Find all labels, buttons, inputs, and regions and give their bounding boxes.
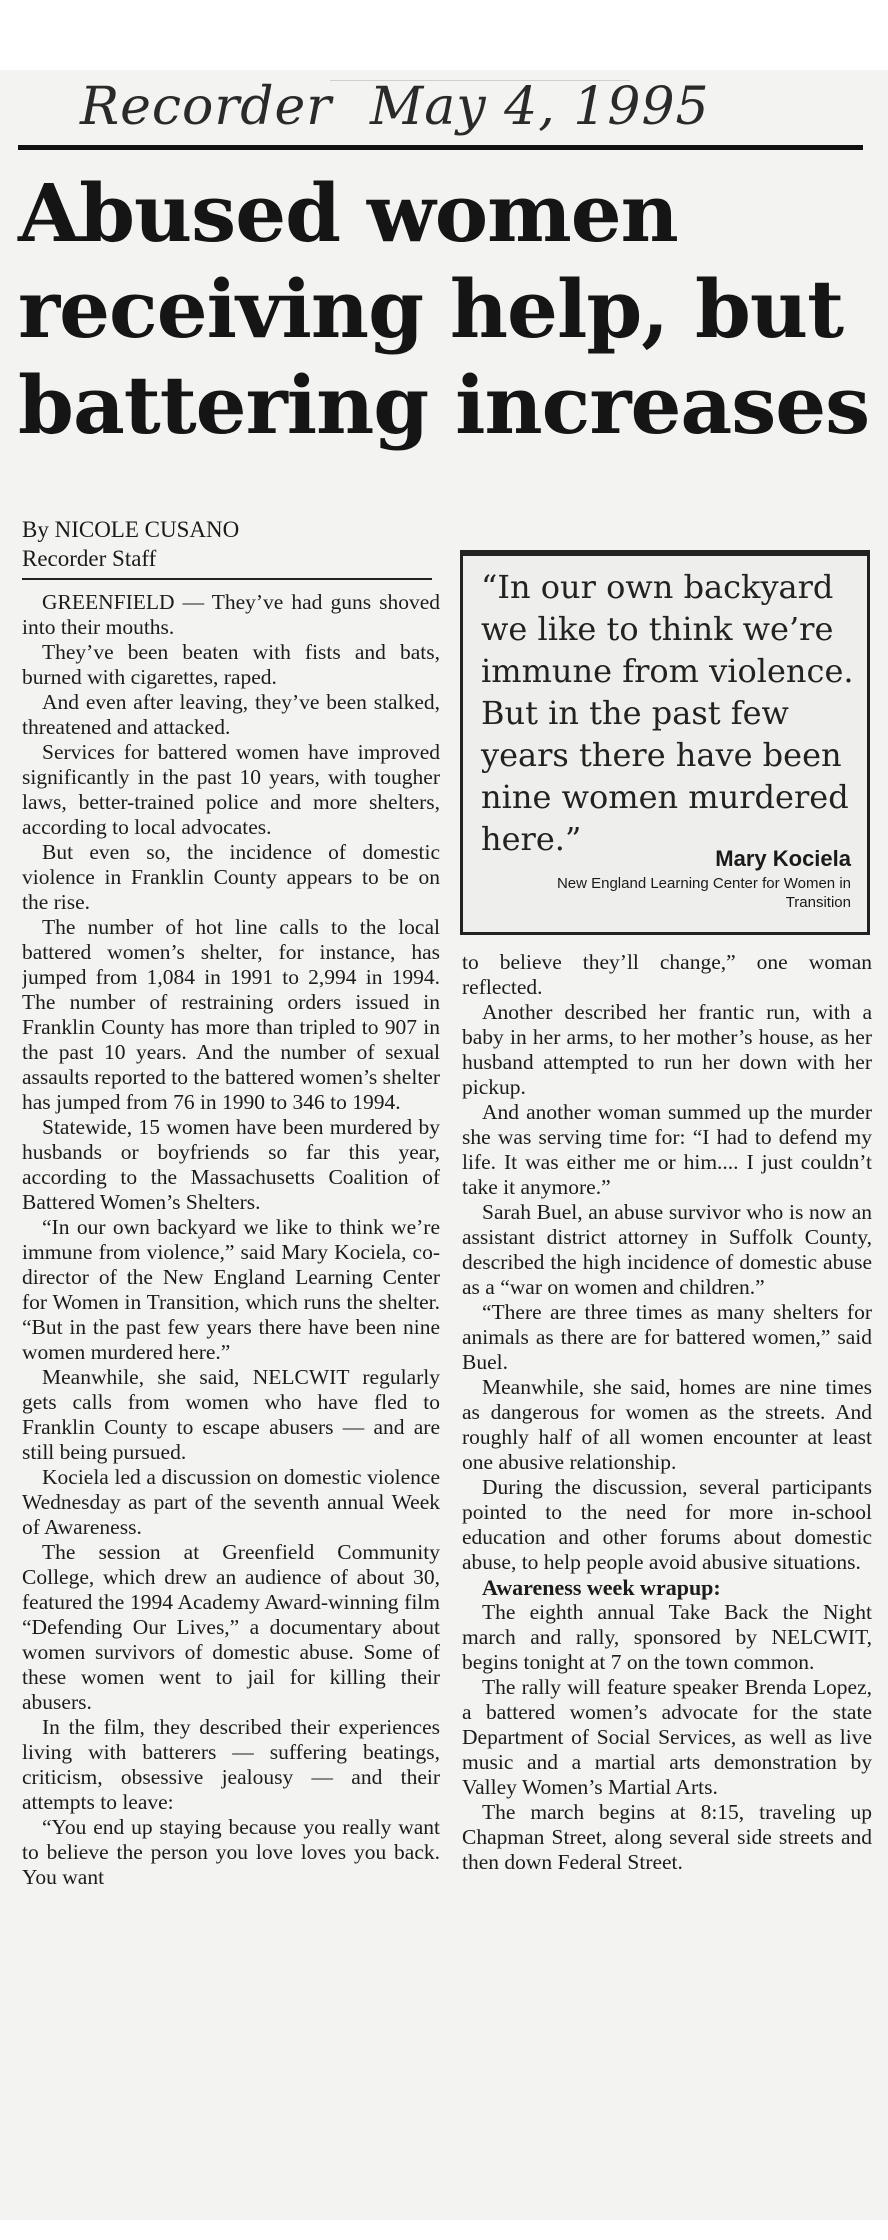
article-paragraph: Meanwhile, she said, homes are nine times as dangerous for women as the streets. And roughly half of all women encounter at least one abusive relationship. <box>462 1375 872 1474</box>
top-rule <box>18 145 863 150</box>
byline <box>22 515 432 573</box>
article-paragraph: But even so, the incidence of domestic violence in Franklin County appears to be on the rise. <box>22 840 440 914</box>
article-paragraph: Sarah Buel, an abuse survivor who is now an assistant district attorney in Suffolk County, described the high incidence of domestic abuse as a “war on women and children.” <box>462 1200 872 1299</box>
headline <box>18 165 868 453</box>
article-paragraph: “You end up staying because you really want to believe the person you love loves you back. You want <box>22 1815 440 1889</box>
article-paragraph: The rally will feature speaker Brenda Lopez, a battered women’s advocate for the state Department of Social Services, as well as live music and a martial arts demonstration by Valley Women’s Martial Arts. <box>462 1675 872 1799</box>
pull-quote-text: “In our own backyard we like to think we’re immune from violence. But in the past few years there have been nine women murdered here.” <box>481 568 854 858</box>
article-paragraph: Kociela led a discussion on domestic violence Wednesday as part of the seventh annual Week of Awareness. <box>22 1465 440 1539</box>
byline-rule <box>22 578 432 580</box>
pull-quote-name: Mary Kociela <box>715 846 851 871</box>
pull-quote-box <box>460 550 870 935</box>
handwritten-publication: Recorder <box>80 77 333 137</box>
article-paragraph: The number of hot line calls to the local battered women’s shelter, for instance, has jumped from 1,084 in 1991 to 2,994 in 1994. The number of restraining orders issued in Franklin County has more than tripled to 907 in the past 10 years. And the number of sexual assaults reported to the battered women’s shelter has jumped from 76 in 1990 to 346 to 1994. <box>22 915 440 1114</box>
headline-line-1: Abused women <box>18 166 678 260</box>
article-paragraph: They’ve been beaten with fists and bats, burned with cigarettes, raped. <box>22 640 440 689</box>
article-paragraph: Meanwhile, she said, NELCWIT regularly gets calls from women who have fled to Franklin County to escape abusers — and are still being pursued. <box>22 1365 440 1464</box>
article-paragraph: The march begins at 8:15, traveling up Chapman Street, along several side streets and then down Federal Street. <box>462 1800 872 1874</box>
headline-line-3: battering increases <box>18 358 870 452</box>
article-paragraph: The session at Greenfield Community College, which drew an audience of about 30, featured the 1994 Academy Award-winning film “Defending Our Lives,” a documentary about women survivors of domestic abuse. Some of these women went to jail for killing their abusers. <box>22 1540 440 1714</box>
article-paragraph: And another woman summed up the murder she was serving time for: “I had to defend my life. It was either me or him.... I just couldn’t take it anymore.” <box>462 1100 872 1199</box>
article-paragraph: Another described her frantic run, with a baby in her arms, to her mother’s house, as her husband attempted to run her down with her pickup. <box>462 1000 872 1099</box>
article-paragraph: “In our own backyard we like to think we’re immune from violence,” said Mary Kociela, co-director of the New England Learning Center for Women in Transition, which runs the shelter. “But in the past few years there have been nine women murdered here.” <box>22 1215 440 1364</box>
article-paragraph: GREENFIELD — They’ve had guns shoved into their mouths. <box>22 590 440 639</box>
article-paragraph: And even after leaving, they’ve been stalked, threatened and attacked. <box>22 690 440 739</box>
article-paragraph: Statewide, 15 women have been murdered by husbands or boyfriends so far this year, according to the Massachusetts Coalition of Battered Women’s Shelters. <box>22 1115 440 1214</box>
pull-quote-affiliation: New England Learning Center for Women in Transition <box>556 875 851 911</box>
byline-role: Recorder Staff <box>22 546 157 571</box>
article-paragraph: During the discussion, several participants pointed to the need for more in-school education and other forums about domestic abuse, to help people avoid abusive situations. <box>462 1475 872 1574</box>
article-column-right <box>462 950 872 2230</box>
article-paragraph: Services for battered women have improved significantly in the past 10 years, with tougher laws, better-trained police and more shelters, according to local advocates. <box>22 740 440 839</box>
article-paragraph: “There are three times as many shelters for animals as there are for battered women,” said Buel. <box>462 1300 872 1374</box>
article-paragraph: The eighth annual Take Back the Night march and rally, sponsored by NELCWIT, begins tonight at 7 on the town common. <box>462 1600 872 1674</box>
byline-author: By NICOLE CUSANO <box>22 517 240 542</box>
article-column-left <box>22 590 440 2230</box>
subhead: Awareness week wrapup: <box>482 1575 721 1600</box>
article-paragraph: In the film, they described their experiences living with batterers — suffering beatings, criticism, obsessive jealousy — and their attempts to leave: <box>22 1715 440 1814</box>
handwritten-date: May 4, 1995 <box>370 77 710 137</box>
article-continuation: to believe they’ll change,” one woman reflected. <box>462 950 872 999</box>
headline-line-2: receiving help, but <box>18 262 844 356</box>
paper-fold-edge <box>330 0 630 81</box>
